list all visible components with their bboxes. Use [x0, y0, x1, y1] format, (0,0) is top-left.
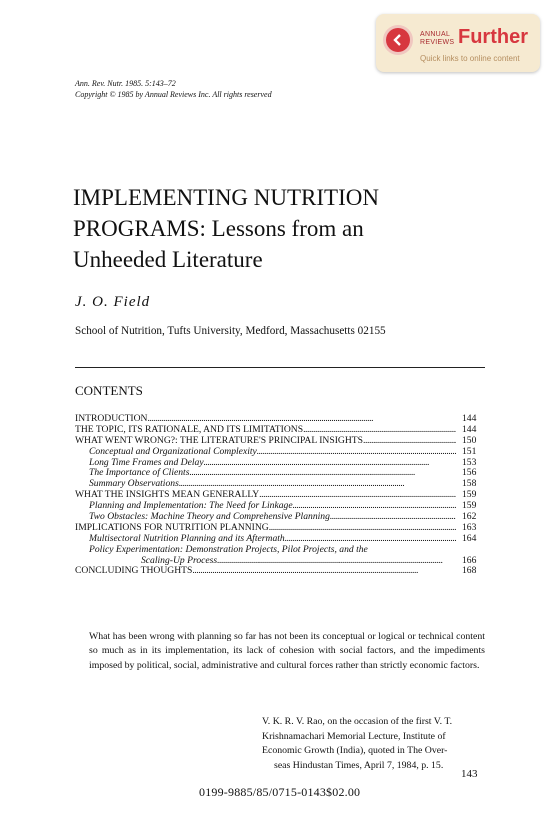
toc-page-number: 166: [462, 554, 477, 566]
toc-entry[interactable]: [75, 490, 486, 501]
toc-page-number: 153: [462, 456, 477, 468]
toc-entry[interactable]: [75, 436, 486, 447]
toc-subentry[interactable]: [75, 545, 486, 556]
further-badge[interactable]: [376, 14, 540, 72]
toc-subentry[interactable]: [75, 447, 486, 458]
price-code: 0199-9885/85/0715-0143$02.00: [199, 785, 361, 799]
toc-page-number: 163: [462, 521, 477, 533]
toc-page-number: 144: [462, 413, 477, 424]
table-of-contents: [75, 414, 486, 577]
toc-subentry[interactable]: [75, 479, 486, 490]
author-name: J. O. Field: [75, 294, 151, 310]
divider: [75, 367, 485, 368]
toc-page-number: 156: [462, 467, 477, 479]
epigraph-quote: What has been wrong with planning so far has not been its conceptual or logical or technical content so much as in its implementation, its lack of cohesion with social factors, and the impediments imposed by political, social, administrative and cultural forces rather than strictly economic factors.: [89, 631, 485, 671]
author-affiliation: School of Nutrition, Tufts University, Medford, Massachusetts 02155: [75, 325, 386, 337]
title-line: Unheeded Literature: [73, 247, 263, 272]
annual-reviews-logo-icon: [386, 28, 410, 52]
toc-page-number: 159: [462, 489, 477, 501]
page-number: 143: [461, 768, 478, 780]
toc-entry-title: WHAT WENT WRONG?: THE LITERATURE'S PRINCIPAL INSIGHTS . . .: [75, 436, 456, 447]
toc-page-number: 158: [462, 478, 477, 490]
toc-entry-title: IMPLICATIONS FOR NUTRITION PLANNING . . .: [75, 523, 456, 534]
title-line: IMPLEMENTING NUTRITION: [73, 185, 379, 210]
title-line: PROGRAMS: Lessons from an: [73, 216, 364, 241]
attribution-line: V. K. R. V. Rao, on the occasion of the first V. T.: [262, 716, 453, 727]
toc-page-number: 151: [462, 445, 477, 457]
toc-entry-title: THE TOPIC, ITS RATIONALE, AND ITS LIMITATIONS . . .: [75, 425, 456, 436]
attribution-line: seas Hindustan Times, April 7, 1984, p. 15.: [274, 759, 444, 771]
toc-page-number: 159: [462, 500, 477, 512]
epigraph-attribution: [262, 715, 485, 773]
toc-page-number: 144: [462, 423, 477, 435]
toc-page-number: 168: [462, 565, 477, 577]
toc-entry[interactable]: [75, 566, 486, 577]
article-title: [73, 182, 493, 275]
toc-entry[interactable]: [75, 523, 486, 534]
journal-citation: [75, 79, 272, 100]
toc-entry-title: Two Obstacles: Machine Theory and Comprehensive Planning . . .: [89, 512, 456, 523]
toc-page-number: 164: [462, 532, 477, 544]
toc-entry-title: Policy Experimentation: Demonstration Projects, Pilot Projects, and the: [89, 544, 368, 555]
badge-further-label: Further: [458, 26, 528, 48]
toc-entry-title: INTRODUCTION . . .: [75, 414, 456, 425]
toc-subentry[interactable]: [75, 468, 486, 479]
citation-line: Ann. Rev. Nutr. 1985. 5:143–72: [75, 79, 176, 88]
toc-page-number: 162: [462, 511, 477, 523]
toc-entry-title: CONCLUDING THOUGHTS . . .: [75, 566, 456, 577]
toc-entry-title: The Importance of Clients . . .: [89, 468, 456, 479]
toc-subentry[interactable]: [75, 512, 486, 523]
contents-heading: CONTENTS: [75, 383, 143, 398]
toc-subentry-continuation[interactable]: [75, 556, 486, 567]
badge-brand: [420, 31, 460, 46]
toc-subentry[interactable]: [75, 534, 486, 545]
toc-entry-title: WHAT THE INSIGHTS MEAN GENERALLY . . .: [75, 490, 456, 501]
copyright-line: Copyright © 1985 by Annual Reviews Inc. All rights reserved: [75, 89, 272, 99]
toc-entry[interactable]: [75, 425, 486, 436]
toc-subentry[interactable]: [75, 458, 486, 469]
badge-brand-line2: REVIEWS: [420, 38, 455, 46]
toc-page-number: 150: [462, 434, 477, 446]
toc-subentry[interactable]: [75, 501, 486, 512]
toc-entry-title: Scaling-Up Process . . .: [141, 556, 456, 567]
toc-entry[interactable]: [75, 414, 486, 425]
toc-entry-title: Planning and Implementation: The Need for Linkage . . .: [89, 501, 456, 512]
toc-entry-title: Long Time Frames and Delay . . .: [89, 458, 456, 469]
badge-subtitle: Quick links to online content: [420, 54, 520, 63]
toc-entry-title: Conceptual and Organizational Complexity . . .: [89, 447, 456, 458]
toc-entry-title: Summary Observations . . .: [89, 479, 456, 490]
badge-brand-line1: ANNUAL: [420, 31, 451, 38]
attribution-line: Krishnamachari Memorial Lecture, Institute of: [262, 730, 446, 742]
attribution-line: Economic Growth (India), quoted in The Over-: [262, 745, 448, 757]
toc-entry-title: Multisectoral Nutrition Planning and its Aftermath . . .: [89, 534, 456, 545]
